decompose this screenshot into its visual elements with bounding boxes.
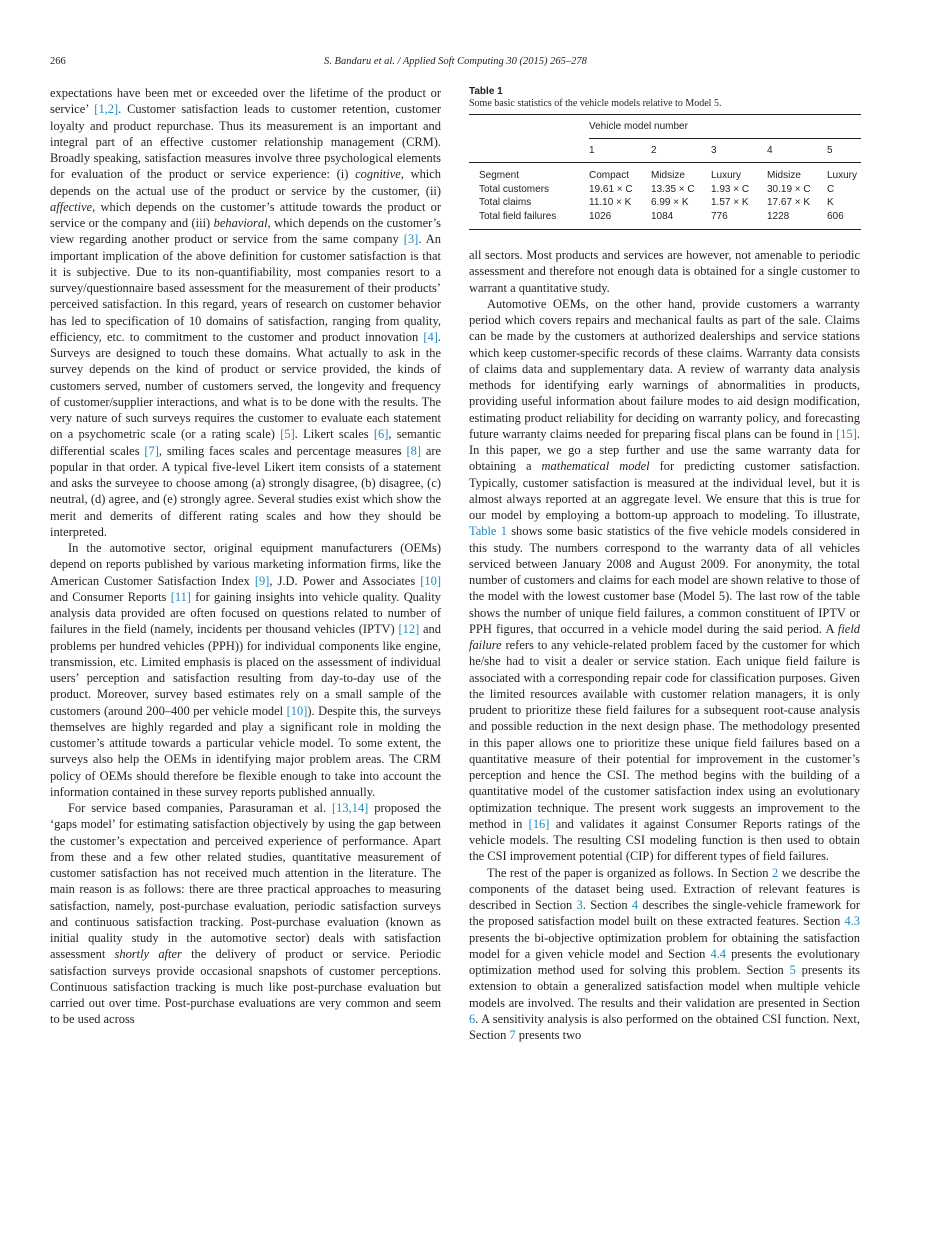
text-run: shows some basic statistics of the five vehicle models considered in this study. The numbers correspond to the warranty data of all vehicles serviced between January 2008 and August 2009. For anonymity, the total number of customers and claims for each model are shown relative to those of the model with the lowest customer base (Model 5). The last row of the table shows the number of unique field failures, a common constituent of IPTV or PPH figures, that occurred in a vehicle model during the said period. A (469, 524, 860, 636)
text-run: , J.D. Power and Associates (269, 573, 421, 588)
text-run: ). Despite this, the surveys themselves are highly regarded and play a significant role in molding the customer’s attitude towards a particular vehicle model. To some extent, the surveys also help the OEMs in identifying major problem areas. The CRM policy of OEMs should therefore be flexible enough to take into account the information contained in these survey reports published annually. (50, 703, 441, 799)
table-cell: 30.19 × C (767, 183, 811, 195)
citation-link[interactable]: [13,14] (332, 801, 369, 815)
section-link[interactable]: 7 (509, 1028, 516, 1042)
table-cell: 606 (827, 210, 844, 222)
citation-link[interactable]: [1,2] (94, 102, 119, 117)
italic-term: behavioral (213, 216, 268, 230)
table-cell: 1.57 × K (711, 197, 749, 208)
section-link[interactable]: 5 (789, 963, 796, 977)
text-run: and Consumer Reports (50, 589, 171, 604)
text-run: we describe the components of the dataset being used. Extraction of relevant features is described in Section (469, 865, 860, 912)
italic-term: mathematical model (541, 459, 650, 474)
row-label: Total customers (479, 183, 550, 195)
section-link[interactable]: 4.3 (844, 914, 860, 929)
text-run: . Customer satisfaction leads to customer retention, customer loyalty and product repurchase. Thus its measurement is an important and integral part of an effective customer relationship management (CRM). Broadly speaking, satisfaction measures involve three psychological elements for evaluation of the product or service experience: (i) (50, 102, 441, 182)
table-cell: Midsize (651, 170, 685, 181)
left-column (50, 85, 441, 1028)
text-run: all sectors. Most products and services are however, not amenable to periodic assessment and therefore not enough data is obtained for a single customer to warrant a quantitative study. (469, 248, 860, 295)
italic-term: field failure (469, 621, 860, 652)
page-number: 266 (50, 56, 66, 67)
table-cell: 1026 (589, 210, 612, 222)
right-paragraph-1 (469, 247, 860, 296)
text-run: and validates it against Consumer Reports ratings of the vehicle models. The resulting CSI modeling function is then used to obtain the CSI improvement potential (CIP) for different types of field failures. (469, 816, 861, 864)
table-caption: Some basic statistics of the vehicle models relative to Model 5. (469, 98, 722, 109)
row-label: Total field failures (479, 210, 557, 222)
table-cell: Compact (589, 170, 630, 181)
table-cell: 19.61 × C (589, 183, 633, 195)
citation-link[interactable]: [15] (836, 426, 857, 441)
section-link[interactable]: 3 (576, 898, 583, 912)
table-link[interactable]: Table 1 (469, 524, 507, 539)
text-run: presents the evolutionary optimization method used for solving this problem. Section (469, 946, 860, 977)
text-run: presents the bi-objective optimization problem for obtaining the satisfaction model for a given vehicle model and Section (469, 930, 860, 961)
citation-link[interactable]: [4] (423, 329, 438, 344)
column-header: 5 (827, 145, 833, 156)
text-run: For service based companies, Parasuraman et al. (68, 801, 333, 815)
citation-link[interactable]: [6] (373, 427, 389, 442)
citation-link[interactable]: [8] (406, 443, 421, 458)
text-run: for gaining insights into vehicle quality. Quality analysis data provided are often focused on questions related to number of failures in the field (namely, incidents per thousand vehicles (IPTV) (50, 589, 441, 637)
group-header: Vehicle model number (589, 115, 861, 139)
text-run: presents its extension to obtain a generalized satisfaction model when multiple vehicle models are involved. The results and their validation are presented in Section (469, 963, 861, 1010)
section-link[interactable]: 6 (469, 1011, 476, 1026)
table-cell: 6.99 × K (651, 197, 689, 208)
left-paragraph-2 (50, 540, 441, 800)
text-run: . Likert scales (294, 427, 374, 442)
text-run: The rest of the paper is organized as follows. In Section (487, 865, 773, 880)
text-run: and problems per hundred vehicles (PPH)) for individual components like engine, transmission, etc. Limited emphasis is placed on the assessment of individual users’ perception and satisfaction resulting from day-to-day use of the product. Moreover, survey based estimates rely on a small sample of the customers (around 200–400 per vehicle model (50, 622, 441, 718)
table-cell: K (827, 197, 834, 208)
row-label: Segment (479, 170, 520, 181)
column-header: 2 (651, 145, 657, 156)
table-row (469, 210, 861, 224)
text-run: , which depends on the customer’s view regarding another product or service from the same company (50, 216, 441, 247)
text-run: for predicting customer satisfaction. Typically, customer satisfaction is measured at the individual level, but it is almost always reported at an aggregate level. We ensure that this is true for our model by employing a bottom-up approach to modeling. To illustrate, (469, 459, 860, 522)
text-run: , semantic differential scales (50, 427, 441, 458)
text-run: presents two (515, 1028, 582, 1042)
row-label: Total claims (479, 197, 532, 208)
left-paragraph-3 (50, 800, 441, 1028)
citation-link[interactable]: [10] (420, 573, 441, 588)
right-paragraph-2 (469, 296, 860, 865)
text-run: expectations have been met or exceeded over the lifetime of the product or service’ (50, 86, 441, 117)
text-run: , which depends on the actual use of the product or service by the customer, (ii) (50, 167, 441, 198)
citation-link[interactable]: [11] (170, 589, 191, 604)
text-run: proposed the ‘gaps model’ for estimating satisfaction objectively by using the gap between the customer’s expectation and perceived experience of performance. Apart from these and a few other related studies, quantitative measurement of customer satisfaction has not received much attention in the literature. The main reason is as follows: there are three practical approaches to measuring satisfaction, namely, post-purchase evaluation, periodic satisfaction surveys and continuous satisfaction tracking. Post-purchase evaluation (known as initial quality study in the automotive sector) deals with satisfaction assessment (50, 801, 441, 962)
table-row (469, 169, 861, 183)
text-run: refers to any vehicle-related problem faced by the customer for which he/she had to visit a dealer or service station. Each unique field failure is associated with a corresponding repair code for classification purposes. Given the limited resources available with customer relation managers, it is only prudent to prioritize these field failures for a subsequent root-cause analysis and possible reduction in the next design phase. The methodology presented in this paper allows one to prioritize these unique field failures based on a quantitative measure of their potential for improvement in the customer’s perception and hence the CSI. The method begins with the building of a quantitative model of the customer satisfaction index using an evolutionary optimization technique. The present work suggests an improvement to the method in (469, 638, 860, 831)
text-run: the delivery of product or service. Periodic satisfaction surveys provide occasional snapshots of customer perceptions. Continuous satisfaction tracking is much like post-purchase evaluation but carried out over time. Post-purchase evaluations are very common and seem to be used across (50, 947, 441, 1027)
table-label: Table 1 (469, 86, 503, 97)
citation-link[interactable]: [7] (144, 443, 159, 458)
text-run: . Section (582, 898, 632, 912)
right-paragraph-3 (469, 865, 860, 1044)
table-cell: 13.35 × C (651, 183, 695, 195)
text-run: , which depends on the customer’s attitude towards the product or service or the company and (iii) (50, 199, 441, 230)
table-row (469, 196, 861, 210)
citation-link[interactable]: [16] (528, 816, 550, 831)
right-column (469, 247, 860, 1043)
table-cell: 1.93 × C (711, 183, 750, 195)
column-header: 4 (767, 145, 773, 156)
section-link[interactable]: 4.4 (710, 946, 727, 961)
column-header: 1 (589, 145, 595, 156)
text-run: , smiling faces scales and percentage measures (158, 443, 407, 458)
column-header: 3 (711, 145, 717, 156)
statistics-table (469, 115, 861, 229)
text-run: . A sensitivity analysis is also performed on the obtained CSI function. Next, Section (469, 1011, 860, 1042)
table-column-header-row (469, 139, 861, 163)
text-run: . Surveys are designed to touch these domains. What actually to ask in the survey depends on the kind of product or service provided, the kinds of customers served, number of customers served, the longevity and frequency of customer/supplier interactions, and what is to be done with the results. The very nature of such surveys requires the customer to evaluate each statement on a psychometric scale (or a rating scale) (50, 329, 441, 442)
left-paragraph-1 (50, 85, 441, 540)
citation-link[interactable]: [5] (280, 427, 295, 442)
text-run: are popular in that order. A typical five-level Likert item consists of a statement and asks the surveyee to choose among (a) strongly disagree, (b) disagree, (c) neutral, (d) agree, and (e) strongly agree. Several studies exist which show the merit and demerits of different rating scales and how they should be interpreted. (50, 443, 442, 539)
italic-term: shortly after (114, 947, 182, 962)
table-bottom-rule (469, 229, 861, 230)
text-run: . In this paper, we go a step further and use the same warranty data for obtaining a (469, 426, 860, 474)
text-run: In the automotive sector, original equipment manufacturers (OEMs) depend on reports published by various marketing information firms, like the American Customer Satisfaction Index (50, 541, 441, 588)
table-cell: 1084 (651, 210, 674, 222)
table-1 (469, 86, 861, 230)
citation-link[interactable]: [10] (286, 703, 308, 718)
page-header (50, 56, 861, 70)
citation-link[interactable]: [12] (398, 622, 420, 637)
table-cell: 11.10 × K (589, 197, 632, 208)
table-cell: Luxury (827, 170, 858, 181)
table-cell: 1228 (767, 210, 790, 222)
running-head: S. Bandaru et al. / Applied Soft Computing 30 (2015) 265–278 (324, 56, 587, 67)
table-cell: C (827, 183, 835, 195)
table-cell: Luxury (711, 170, 742, 181)
table-cell: Midsize (767, 170, 801, 181)
text-run: describes the single-vehicle framework for the proposed satisfaction model built on these extracted features. Section (469, 898, 861, 929)
table-cell: 776 (711, 210, 728, 222)
table-group-header-row (469, 115, 861, 139)
table-row (469, 183, 861, 197)
table-cell: 17.67 × K (767, 197, 811, 208)
italic-term: affective (50, 199, 93, 214)
italic-term: cognitive (355, 167, 401, 182)
section-link[interactable]: 4 (631, 898, 639, 912)
citation-link[interactable]: [9] (254, 573, 270, 588)
citation-link[interactable]: [3] (403, 232, 419, 247)
text-run: . An important implication of the above definition for customer satisfaction is that it is subjective. Due to its non-quantifiability, most companies resort to a survey/questionnaire based assessment for the measurement of their products’ perceived satisfaction. In this regard, years of research on customer behavior has led to specification of 10 domains of satisfaction, ranging from quality, efficiency, etc. to commitment to the customer and product innovation (50, 232, 441, 344)
text-run: Automotive OEMs, on the other hand, provide customers a warranty period which covers repairs and mechanical faults as part of the sale. Claims can be made by the customers at authorized dealerships and service stations which keep customer-specific records of these claims. Warranty data consists of claims data and supplementary data. A review of warranty data analysis methods for identifying early warnings of abnormalities in products, providing useful information about failure modes to aid design modification, estimating product reliability for deciding on warranty policy, and forecasting future warranty claims needed for preparing fiscal plans can be found in (469, 296, 860, 441)
section-link[interactable]: 2 (772, 865, 779, 880)
